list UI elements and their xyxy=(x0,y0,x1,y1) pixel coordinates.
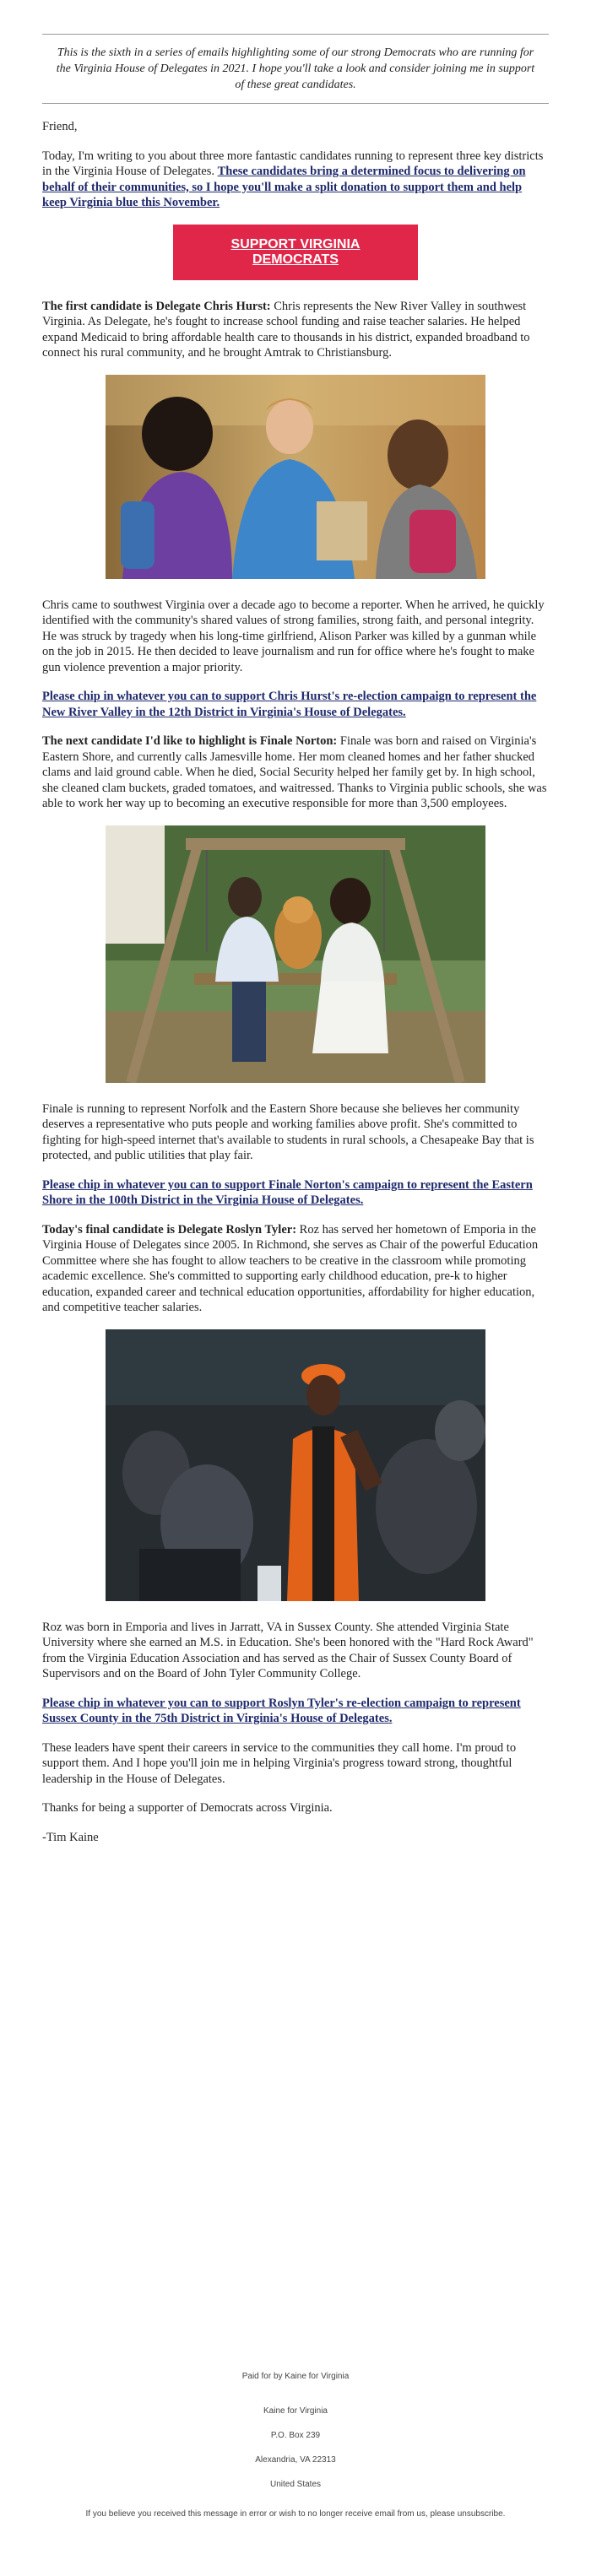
roslyn-tyler-donate-link[interactable]: Please chip in whatever you can to support Roslyn Tyler's re-election campaign to represent Sussex County in the 75th District in Virginia's House of Delegates. xyxy=(42,1696,521,1725)
intro-text: This is the sixth in a series of emails highlighting some of our strong Democrats who are running for the Virginia House of Delegates in 2021. I hope you'll take a look and consider joining me in support of these great candidates. xyxy=(56,46,535,91)
email-body xyxy=(42,34,549,1859)
candidate-1-lead: The first candidate is Delegate Chris Hurst: xyxy=(42,299,271,313)
signature: -Tim Kaine xyxy=(42,1830,99,1844)
cta-wrap xyxy=(42,225,549,280)
footer-unsubscribe-text[interactable]: If you believe you received this message in error or wish to no longer receive email from us, please unsubscribe. xyxy=(85,2509,506,2519)
footer-country: United States xyxy=(269,2480,322,2489)
chris-hurst-photo xyxy=(106,375,485,579)
candidate-3-lead: Today's final candidate is Delegate Roslyn Tyler: xyxy=(42,1222,297,1237)
candidate-3-story: Roz was born in Emporia and lives in Jarratt, VA in Sussex County. She attended Virginia State University where she earned an M.S. in Education. She's been honored with the "Hard Rock Award" from the Virginia Education Association and has served as the Chair of Sussex County Board of Supervisors and on the Board of John Tyler Community College. xyxy=(42,1620,534,1680)
intro-box xyxy=(42,34,549,104)
greeting: Friend, xyxy=(42,120,78,133)
footer-org-name: Kaine for Virginia xyxy=(263,2406,328,2416)
candidate-1-story: Chris came to southwest Virginia over a decade ago to become a reporter. When he arrived, he quickly identified with the community's shared values of strong families, strong faith, and personal integrity. He was struck by tragedy when his long-time girlfriend, Alison Parker was killed by a gunman while on the job in 2015. He then decided to leave journalism and run for office where he's fought to make gun violence prevention a major priority. xyxy=(42,598,545,674)
candidate-1-bio-text: Chris represents the New River Valley in southwest Virginia. As Delegate, he's fought to increase school funding and raise teacher salaries. He helped expand Medicaid to bring affordable health care to thousands in his district, expanded broadband to connect his rural community, and he brought Amtrak to Christiansburg. xyxy=(42,299,530,360)
candidate-3-link-paragraph xyxy=(42,1696,549,1727)
footer-po-box: P.O. Box 239 xyxy=(270,2431,321,2440)
candidate-2-bio xyxy=(42,733,549,812)
opening-paragraph xyxy=(42,149,549,211)
candidate-2-story: Finale is running to represent Norfolk and the Eastern Shore because she believes her community deserves a representative who puts people and working families above profit. She's committed to fighting for high-speed internet that's available to students in rural schools, a Chesapeake Bay that is protected, and public utilities that play fair. xyxy=(42,1101,534,1162)
paid-for-disclaimer: Paid for by Kaine for Virginia xyxy=(241,2372,350,2381)
closing-paragraph: These leaders have spent their careers in service to the communities they call home. I'm proud to support them. And I hope you'll join me in helping Virginia's progress toward strong, thoughtful leadership in the House of Delegates. xyxy=(42,1740,517,1786)
chris-hurst-donate-link[interactable]: Please chip in whatever you can to support Chris Hurst's re-election campaign to represent the New River Valley in the 12th District in Virginia's House of Delegates. xyxy=(42,690,537,719)
finale-norton-photo xyxy=(106,825,485,1083)
candidate-2-lead: The next candidate I'd like to highlight is Finale Norton: xyxy=(42,734,338,748)
candidate-2-link-paragraph xyxy=(42,1177,549,1209)
opening-text: Today, I'm writing to you about three more fantastic candidates running to represent three key districts in the Virginia House of Delegates. xyxy=(42,149,544,178)
candidate-2-bio-text: Finale was born and raised on Virginia's Eastern Shore, and currently calls Jamesville home. Her mom cleaned homes and her father shucked clams and laid ground cable. When he died, Social Security helped her family get by. In high school, she cleaned clam buckets, graded tomatoes, and waitressed. Thanks to Virginia public schools, she was able to work her way up to becoming an executive responsible for more than 3,500 employees. xyxy=(42,734,547,810)
opening-donate-link[interactable]: These candidates bring a determined focus to delivering on behalf of their communities, so I hope you'll make a split donation to support them and help keep Virginia blue this November. xyxy=(42,165,526,209)
thanks-paragraph: Thanks for being a supporter of Democrats across Virginia. xyxy=(42,1801,333,1815)
footer xyxy=(0,2372,591,2534)
candidate-3-bio xyxy=(42,1222,549,1316)
roslyn-tyler-photo xyxy=(106,1329,485,1601)
support-virginia-democrats-button[interactable]: SUPPORT VIRGINIA DEMOCRATS xyxy=(173,225,418,280)
candidate-1-bio xyxy=(42,299,549,361)
footer-city: Alexandria, VA 22313 xyxy=(255,2455,336,2465)
candidate-1-link-paragraph xyxy=(42,689,549,720)
finale-norton-donate-link[interactable]: Please chip in whatever you can to support Finale Norton's campaign to represent the Eastern Shore in the 100th District in the Virginia House of Delegates. xyxy=(42,1177,533,1207)
candidate-3-bio-text: Roz has served her hometown of Emporia in the Virginia House of Delegates since 2005. In Richmond, she serves as Chair of the powerful Education Committee where she has fought to allow teachers to be creative in the classroom while promoting academic excellence. She's committed to supporting early childhood education, pre-k to higher education, expanded career and technical education opportunities, affordability for higher education, and competitive teacher salaries. xyxy=(42,1222,539,1314)
